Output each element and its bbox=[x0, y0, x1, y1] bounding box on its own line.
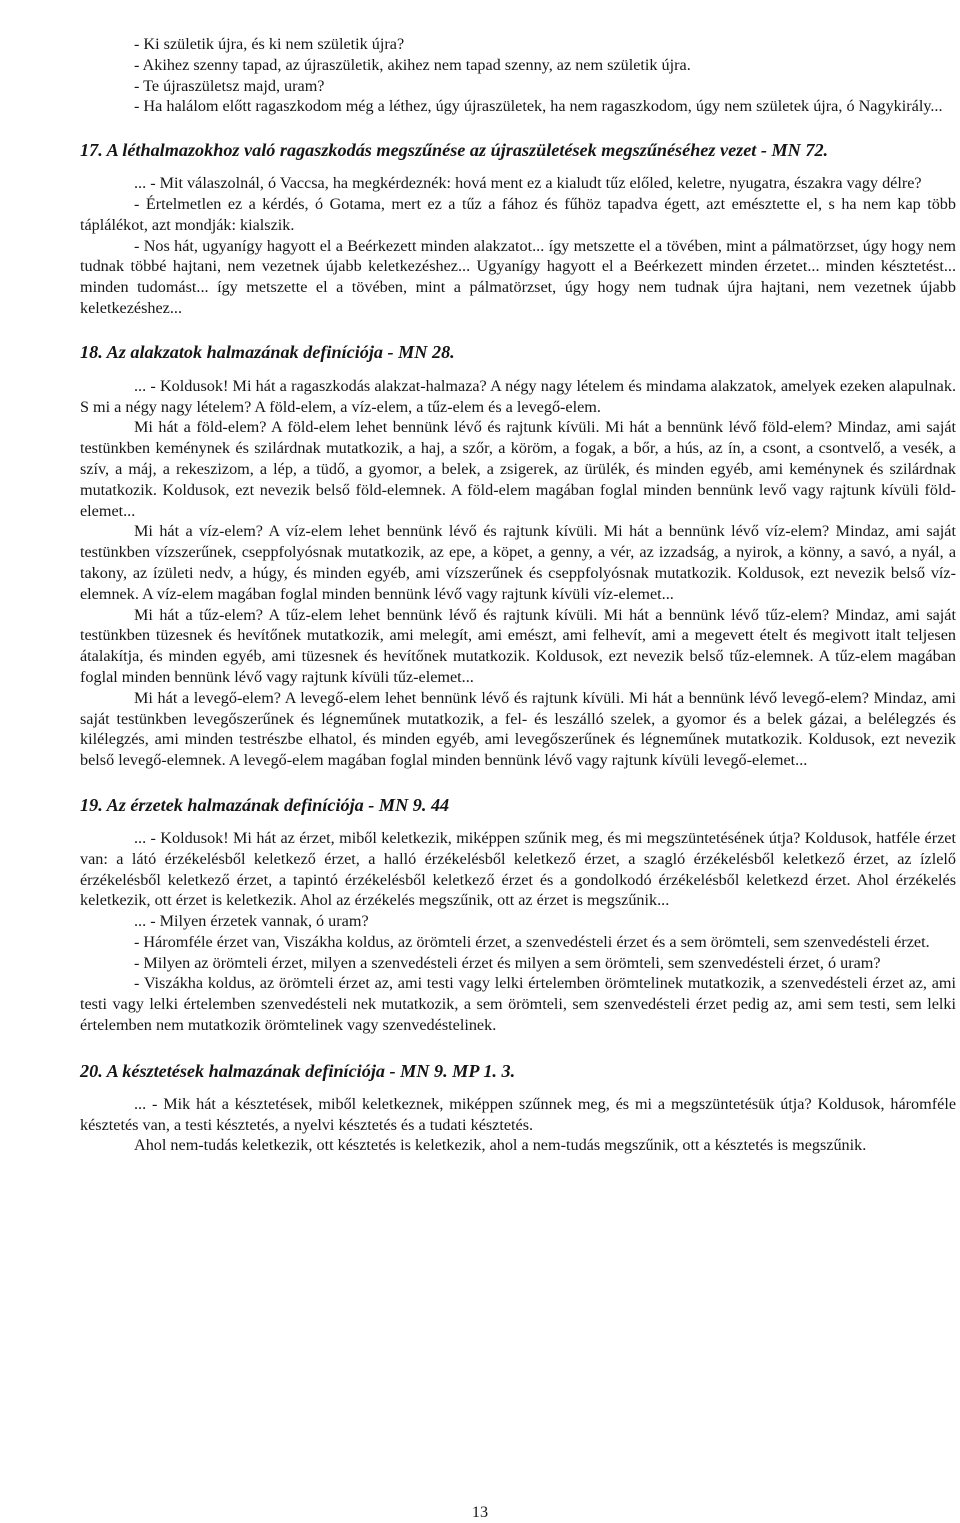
paragraph: - Ha halálom előtt ragaszkodom még a léthez, úgy újraszületek, ha nem ragaszkodom, úgy nem születek újra, ó Nagykirály... bbox=[134, 97, 943, 116]
paragraph: - Ki születik újra, és ki nem születik újra? bbox=[134, 35, 405, 53]
paragraph: - Háromféle érzet van, Viszákha koldus, az örömteli érzet, a szenvedésteli érzet és a sem örömteli, sem szenvedésteli érzet. bbox=[134, 932, 930, 951]
paragraph: - Viszákha koldus, az örömteli érzet az, ami testi vagy lelki értelemben örömtelinek mutatkozik, a szenvedésteli érzet az, ami testi vagy lelki értelemben szenvedésteli nek mutatkozik, a sem örömteli, sem szenvedésteli érzet pedig az, ami sem testi, sem lelki értelemben nem mutatkozik örömtelinek vagy szenvedéstelinek. bbox=[80, 974, 956, 1035]
paragraph: - Nos hát, ugyanígy hagyott el a Beérkezett minden alakzatot... így metszette el a tövében, mint a pálmatörzset, úgy hogy nem tudnak többé hajtani, nem vezetnek újabb keletkezéshez... Ugyanígy hagyott el a Beérkezett minden érzetet... minden késztetést... minden tudomást... így metszette el a tövében, mint a pálmatörzset, úgy hogy nem tudnak újra hajtani, nem vezetnek újabb keletkezéshez... bbox=[80, 236, 956, 317]
section-heading-19: 19. Az érzetek halmazának definíciója - MN 9. 44 bbox=[80, 794, 450, 815]
paragraph: - Te újraszületsz majd, uram? bbox=[134, 76, 325, 95]
paragraph: Ahol nem-tudás keletkezik, ott késztetés is keletkezik, ahol a nem-tudás megszűnik, ott a késztetés is megszűnik. bbox=[134, 1136, 867, 1155]
paragraph: - Értelmetlen ez a kérdés, ó Gotama, mert ez a tűz a fához és fűhöz tapadva égett, azt emésztette el, s ha nem kap több táplálékot, azt mondják: kialszik. bbox=[80, 194, 956, 234]
page-number: 13 bbox=[471, 1503, 489, 1521]
section-18-body bbox=[80, 376, 956, 771]
paragraph: - Milyen az örömteli érzet, milyen a szenvedésteli érzet és milyen a sem örömteli, sem szenvedésteli érzet, ó uram? bbox=[134, 953, 881, 972]
paragraph: ... - Milyen érzetek vannak, ó uram? bbox=[134, 912, 369, 931]
paragraph: ... - Koldusok! Mi hát a ragaszkodás alakzat-halmaza? A négy nagy lételem és mindama alakzatok, amelyek ezeken alapulnak. S mi a négy nagy lételem? A föld-elem, a víz-elem, a tűz-elem és a levegő-elem. bbox=[80, 376, 956, 416]
paragraph: ... - Mit válaszolnál, ó Vaccsa, ha megkérdeznék: hová ment ez a kialudt tűz előled, keletre, nyugatra, északra vagy délre? bbox=[134, 174, 922, 193]
paragraph: Mi hát a víz-elem? A víz-elem lehet bennünk lévő és rajtunk kívüli. Mi hát a bennünk lévő víz-elem? Mindaz, ami saját testünkben vízszerűnek, cseppfolyósnak mutatkozik, az epe, a köpet, a genny, a vér, az izzadság, a nyirok, a könny, a savó, a nyál, a takony, az ízületi nedv, a húgy, és minden egyéb, ami vízszerűnek és cseppfolyósnak mutatkozik. Koldusok, ezt nevezik belső víz-elemnek. A víz-elem magában foglal minden bennünk lévő vagy rajtunk kívüli víz-elemet... bbox=[80, 522, 956, 603]
section-20-body bbox=[80, 1094, 956, 1156]
paragraph: ... - Koldusok! Mi hát az érzet, miből keletkezik, miképpen szűnik meg, és mi megszüntetésének útja? Koldusok, hatféle érzet van: a látó érzékelésből keletkező érzet, a halló érzékelésből keletkező érzet, a szagló érzékelésből keletkező érzet, az ízlelő érzékelésből keletkező érzet, a tapintó érzékelésből keletkező érzet és a gondolkodó érzékelésből keletkezd érzet. Ahol érzékelés keletkezik, ott érzet is keletkezik. Ahol az érzékelés megszűnik, ott az érzet is megszűnik... bbox=[80, 828, 956, 910]
section-heading-18: 18. Az alakzatok halmazának definíciója - MN 28. bbox=[80, 341, 455, 362]
section-19-body bbox=[80, 828, 956, 1036]
section-heading-17: 17. A léthalmazokhoz való ragaszkodás megszűnése az újraszületések megszűnéséhez vezet - MN 72. bbox=[80, 140, 829, 161]
paragraph: Mi hát a levegő-elem? A levegő-elem lehet bennünk lévő és rajtunk kívüli. Mi hát a bennünk lévő levegő-elem? Mindaz, ami saját testünkben levegőszerűnek és légneműnek mutatkozik, a fel- és leszálló szelek, a gyomor és a belek gázai, a belélegzés és kilélegzés, ami minden testrészbe elhatol, és minden egyéb, ami levegőszerűnek és légneműnek mutatkozik. Koldusok, ezt nevezik belső levegő-elemnek. A levegő-elem magában foglal minden bennünk lévő vagy rajtunk kívüli levegő-elemet... bbox=[80, 688, 956, 770]
section-heading-20: 20. A késztetések halmazának definíciója - MN 9. MP 1. 3. bbox=[80, 1060, 516, 1081]
paragraph: - Akihez szenny tapad, az újraszületik, akihez nem tapad szenny, az nem születik újra. bbox=[134, 55, 691, 74]
intro-dialogue bbox=[80, 34, 956, 117]
paragraph: ... - Mik hát a késztetések, miből keletkeznek, miképpen szűnnek meg, és mi a megszüntetésük útja? Koldusok, háromféle késztetés van, a testi késztetés, a nyelvi késztetés és a tudati késztetés. bbox=[80, 1094, 956, 1134]
paragraph: Mi hát a tűz-elem? A tűz-elem lehet bennünk lévő és rajtunk kívüli. Mi hát a bennünk lévő tűz-elem? Mindaz, ami saját testünkben tüzesnek és hevítőnek mutatkozik, ami melegít, ami emészt, ami felhevít, ami a megevett ételt és megivott italt teljesen átalakítja, és minden egyéb, ami tüzesnek és hevítőnek mutatkozik. Koldusok, ezt nevezik belső tűz-elemnek. A tűz-elem magában foglal minden bennünk lévő vagy rajtunk kívüli tűz-elemet... bbox=[80, 605, 956, 686]
section-17-body bbox=[80, 173, 956, 319]
document-page bbox=[80, 34, 956, 1156]
paragraph: Mi hát a föld-elem? A föld-elem lehet bennünk lévő és rajtunk kívüli. Mi hát a bennünk lévő föld-elem? Mindaz, ami saját testünkben keménynek és szilárdnak mutatkozik, a haj, a szőr, a köröm, a fogak, a bőr, a hús, az ín, a csont, a csontvelő, a vesék, a szív, a máj, a rekeszizom, a lép, a tüdő, a gyomor, a belek, a zsigerek, az ürülék, és minden egyéb, ami keménynek és szilárdnak mutatkozik. Koldusok, ezt nevezik belső föld-elemnek. A föld-elem magában foglal minden bennünk levő vagy rajtunk kívüli föld-elemet... bbox=[80, 418, 956, 520]
